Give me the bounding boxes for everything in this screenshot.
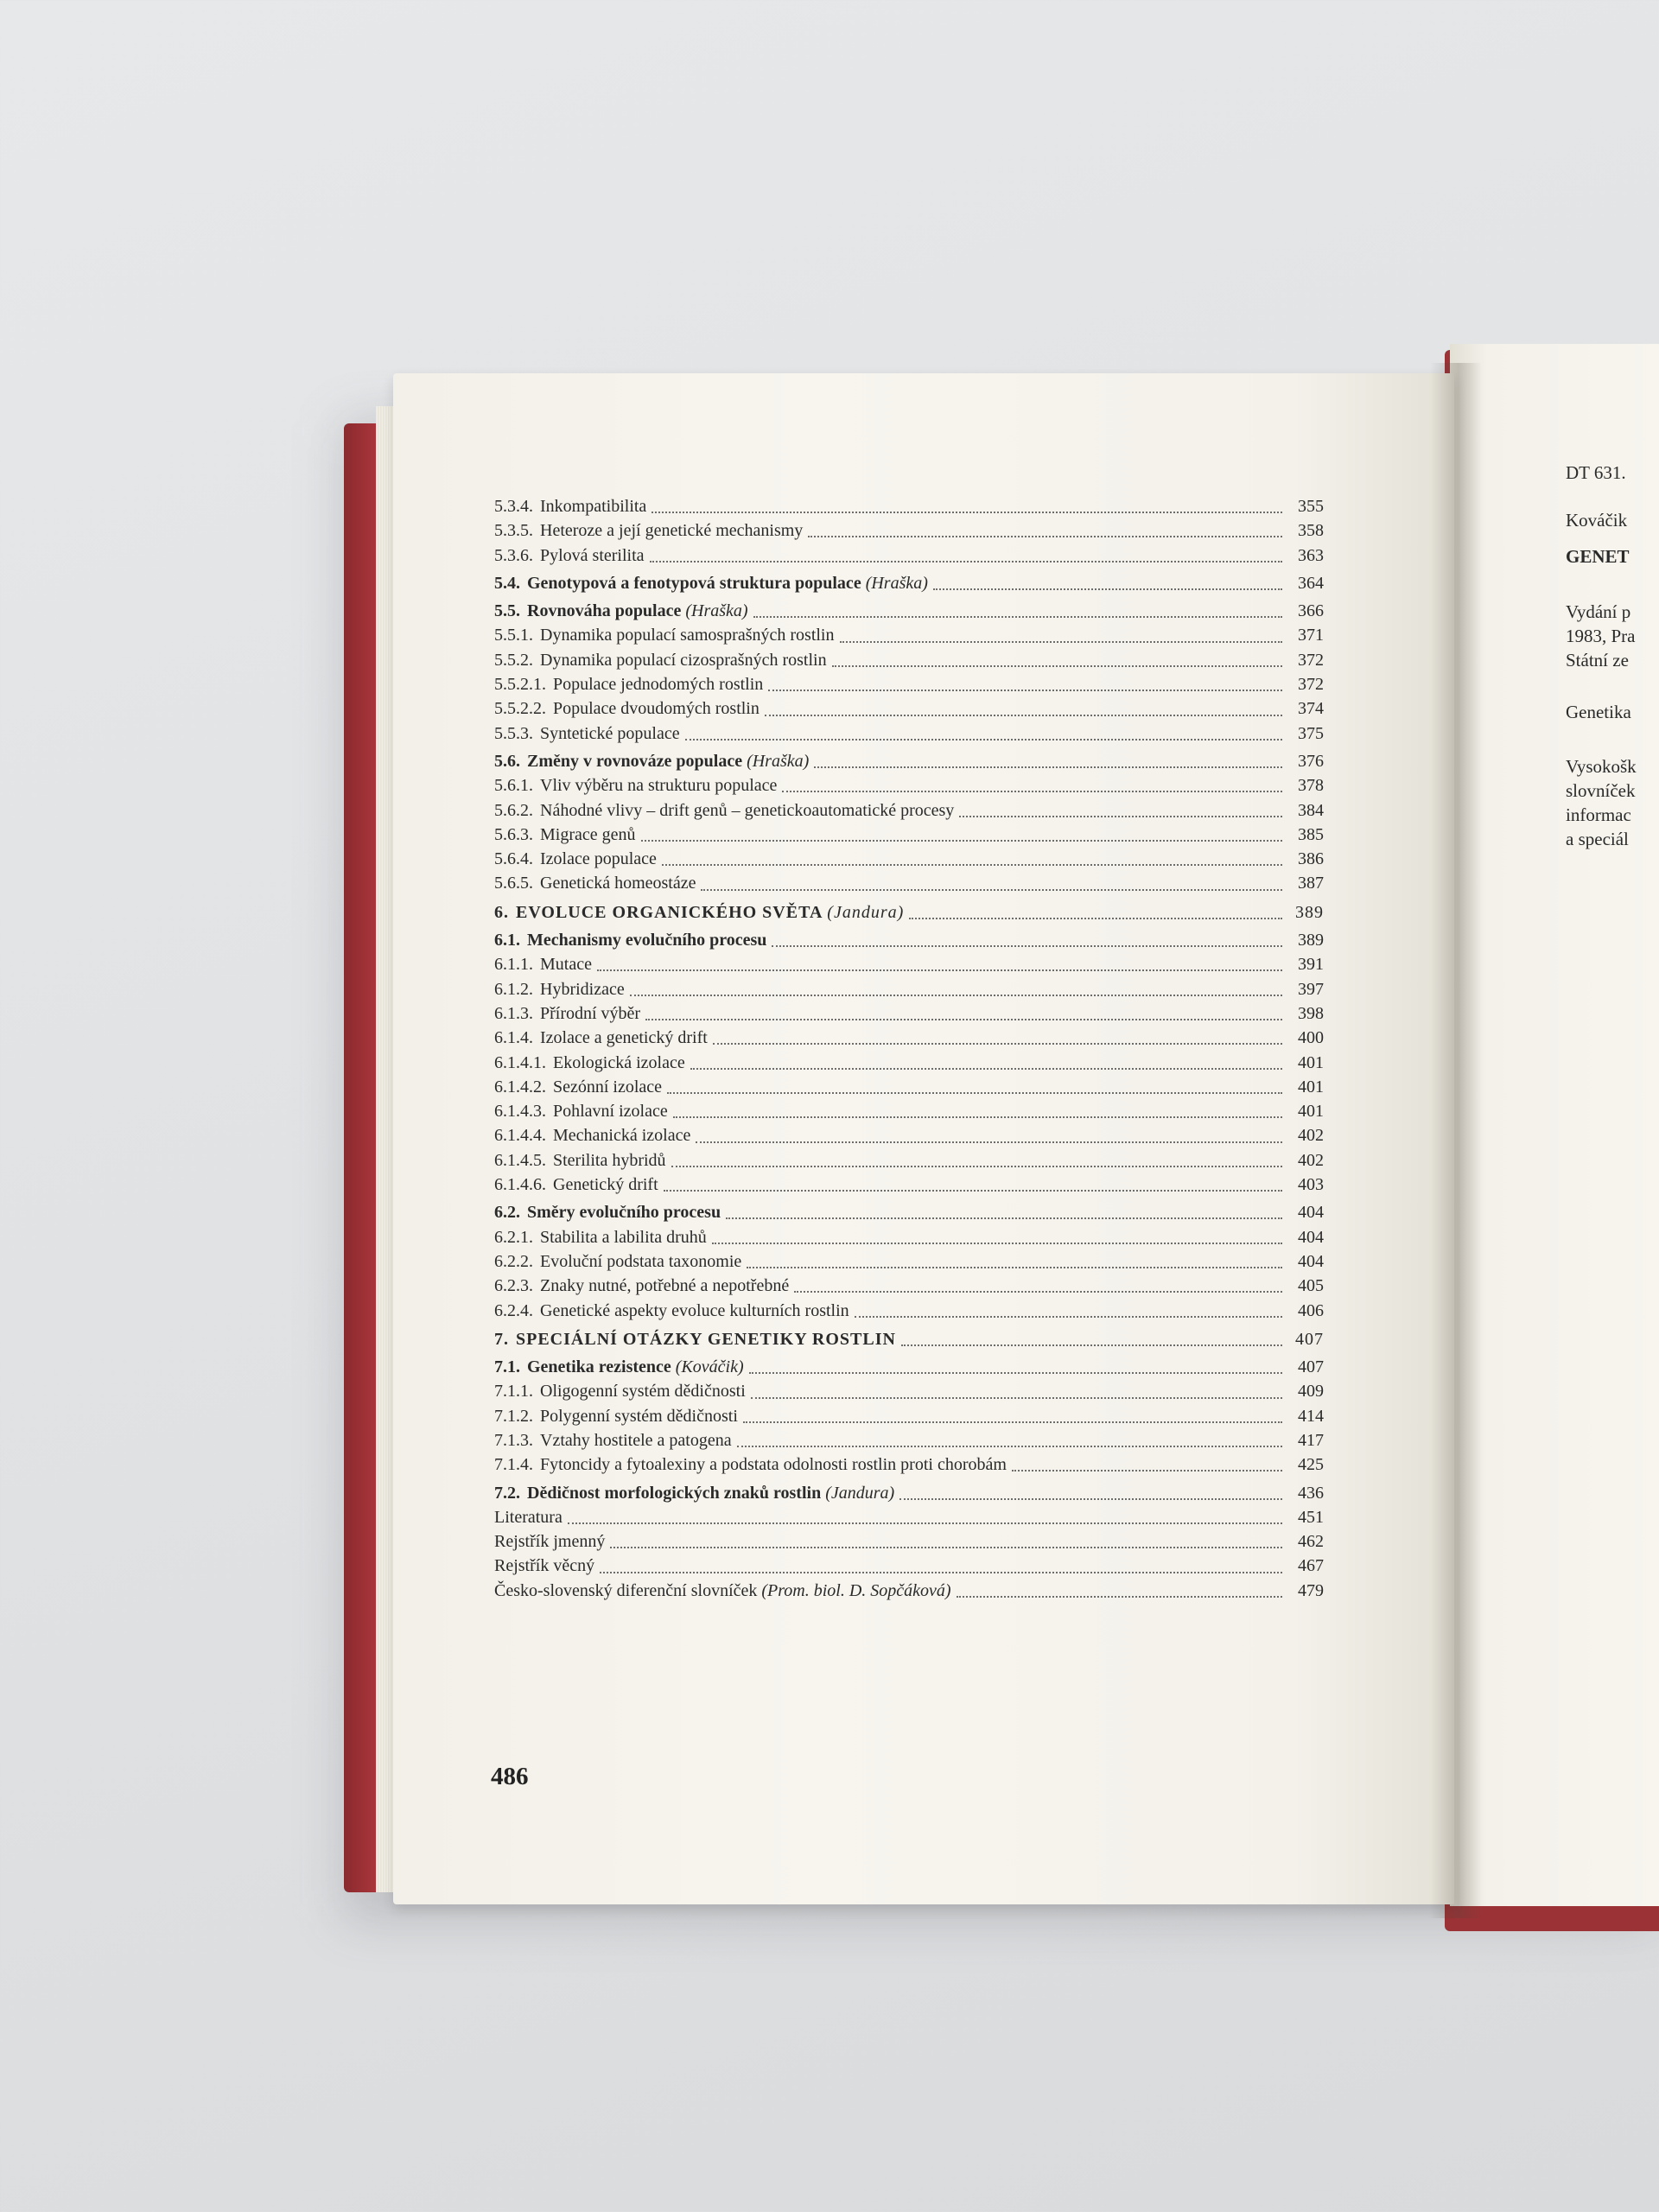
toc-entry-page: 436	[1298, 1483, 1324, 1503]
toc-entry-number: 7.	[494, 1329, 509, 1349]
toc-entry	[494, 1225, 1324, 1249]
toc-entry-page: 462	[1298, 1532, 1324, 1552]
toc-entry-page: 385	[1298, 824, 1324, 844]
toc-entry-title	[540, 1428, 732, 1452]
dot-leader	[713, 1031, 1282, 1045]
toc-entry-page: 401	[1298, 1052, 1324, 1072]
toc-entry	[494, 543, 1324, 568]
toc-entry-page: 425	[1298, 1455, 1324, 1475]
toc-entry-title-text: Dynamika populací samosprašných rostlin	[540, 626, 835, 645]
toc-entry-number: 6.1.4.1.	[494, 1052, 546, 1072]
toc-entry-title	[553, 1099, 668, 1123]
book-gutter	[1430, 363, 1482, 1918]
toc-entry	[494, 847, 1324, 871]
right-page-line: Vydání p	[1566, 601, 1631, 622]
dot-leader	[600, 1560, 1282, 1573]
page-number: 486	[491, 1763, 529, 1790]
toc-entry-title	[527, 749, 809, 773]
dot-leader	[747, 1255, 1282, 1268]
toc-entry-number: 6.1.1.	[494, 955, 533, 975]
toc-entry	[494, 1026, 1324, 1050]
toc-entry-author: (Hraška)	[865, 573, 928, 593]
toc-entry	[494, 798, 1324, 823]
toc-entry-author: (Jandura)	[827, 902, 905, 922]
dot-leader	[753, 604, 1282, 618]
toc-entry-title-text: Náhodné vlivy – drift genů – genetickoautomatické procesy	[540, 800, 955, 820]
dot-leader	[743, 1409, 1282, 1423]
toc-entry-title	[553, 1123, 690, 1147]
toc-entry	[494, 773, 1324, 798]
toc-entry-page: 404	[1298, 1251, 1324, 1271]
toc-entry-title	[540, 871, 696, 895]
right-page-line: informac	[1566, 804, 1631, 825]
toc-entry-title-text: Změny v rovnováze populace	[527, 751, 743, 771]
toc-entry-title-text: Literatura	[494, 1507, 563, 1527]
toc-entry-title-text: EVOLUCE ORGANICKÉHO SVĚTA	[516, 902, 823, 922]
toc-entry-page: 406	[1298, 1300, 1324, 1320]
table-of-contents	[494, 494, 1324, 1603]
toc-entry-title-text: Mechanická izolace	[553, 1126, 691, 1146]
toc-entry-title	[540, 1026, 708, 1050]
toc-entry-title	[553, 1075, 662, 1099]
toc-entry	[494, 1428, 1324, 1452]
toc-entry-number: 6.1.4.2.	[494, 1077, 546, 1096]
toc-entry-title-text: Inkompatibilita	[540, 497, 647, 516]
toc-entry-title	[540, 543, 645, 568]
toc-entry	[494, 1299, 1324, 1323]
toc-entry	[494, 672, 1324, 696]
toc-entry-number: 6.2.3.	[494, 1276, 533, 1296]
toc-entry-number: 7.1.2.	[494, 1406, 533, 1426]
toc-entry	[494, 1355, 1324, 1379]
toc-entry-page: 400	[1298, 1028, 1324, 1048]
toc-entry-title	[540, 977, 625, 1001]
toc-entry-page: 401	[1298, 1102, 1324, 1122]
toc-entry-number: 5.3.6.	[494, 545, 533, 565]
toc-entry	[494, 871, 1324, 895]
toc-entry-title-text: Směry evolučního procesu	[527, 1203, 721, 1223]
toc-entry-page: 407	[1295, 1329, 1324, 1349]
toc-entry-title	[527, 928, 766, 952]
dot-leader	[751, 1385, 1282, 1399]
dot-leader	[782, 779, 1282, 792]
toc-entry	[494, 1099, 1324, 1123]
toc-entry-title	[540, 1274, 789, 1298]
dot-leader	[610, 1535, 1282, 1548]
toc-entry-number: 5.5.2.1.	[494, 675, 546, 695]
toc-entry	[494, 623, 1324, 647]
toc-entry-title-text: Populace jednodomých rostlin	[553, 675, 764, 695]
toc-entry-title	[540, 721, 680, 746]
dot-leader	[667, 1080, 1282, 1094]
toc-entry-title-text: Syntetické populace	[540, 723, 680, 743]
dot-leader	[772, 933, 1282, 947]
toc-entry-title	[527, 1355, 744, 1379]
toc-entry	[494, 977, 1324, 1001]
toc-entry-number: 6.1.4.	[494, 1028, 533, 1048]
toc-entry-title-text: Fytoncidy a fytoalexiny a podstata odolnosti rostlin proti chorobám	[540, 1455, 1007, 1475]
toc-entry-number: 5.3.4.	[494, 497, 533, 516]
right-page-line: a speciál	[1566, 829, 1629, 849]
toc-entry-title	[540, 1404, 738, 1428]
dot-leader	[630, 982, 1282, 996]
toc-entry-number: 6.1.4.4.	[494, 1126, 546, 1146]
right-page-line: Genetika	[1566, 702, 1631, 722]
toc-entry-number: 7.1.3.	[494, 1430, 533, 1450]
dot-leader	[662, 852, 1282, 866]
toc-entry-page: 405	[1298, 1276, 1324, 1296]
toc-entry-title	[540, 1379, 746, 1403]
toc-entry-title-text: Evoluční podstata taxonomie	[540, 1251, 742, 1271]
dot-leader	[808, 524, 1282, 537]
toc-entry	[494, 599, 1324, 623]
toc-entry-title	[494, 1554, 594, 1578]
dot-leader	[909, 906, 1282, 919]
right-page-line: DT 631.	[1566, 462, 1626, 483]
toc-entry-page: 384	[1298, 800, 1324, 820]
toc-entry-title	[540, 798, 954, 823]
toc-entry-number: 5.6.4.	[494, 849, 533, 869]
toc-entry-page: 376	[1298, 751, 1324, 771]
toc-entry-title-text: Populace dvoudomých rostlin	[553, 699, 760, 719]
toc-entry	[494, 1327, 1324, 1351]
toc-entry-title-text: Genetická homeostáze	[540, 874, 696, 893]
dot-leader	[899, 1486, 1282, 1500]
toc-entry-page: 389	[1295, 902, 1324, 922]
toc-entry	[494, 1554, 1324, 1578]
toc-entry-number: 6.1.4.6.	[494, 1175, 546, 1195]
toc-entry-title-text: Dědičnost morfologických znaků rostlin	[527, 1483, 822, 1503]
toc-entry-page: 403	[1298, 1175, 1324, 1195]
toc-entry-author: (Prom. biol. D. Sopčáková)	[761, 1580, 951, 1600]
toc-entry	[494, 749, 1324, 773]
toc-entry-number: 7.2.	[494, 1483, 520, 1503]
toc-entry-title-text: Vztahy hostitele a patogena	[540, 1430, 732, 1450]
toc-entry-title	[540, 773, 777, 798]
toc-entry-number: 5.5.3.	[494, 723, 533, 743]
toc-entry-page: 451	[1298, 1507, 1324, 1527]
dot-leader	[597, 957, 1282, 971]
toc-entry-number: 6.1.4.5.	[494, 1150, 546, 1170]
toc-entry-author: (Hraška)	[685, 601, 748, 621]
toc-entry-title	[540, 1249, 741, 1274]
toc-entry-page: 402	[1298, 1150, 1324, 1170]
toc-entry-number: 5.6.1.	[494, 776, 533, 796]
toc-entry-number: 5.6.2.	[494, 800, 533, 820]
toc-entry-number: 5.6.	[494, 751, 520, 771]
toc-entry-number: 7.1.	[494, 1357, 520, 1377]
dot-leader	[901, 1332, 1282, 1346]
toc-entry-title-text: Genetické aspekty evoluce kulturních rostlin	[540, 1300, 849, 1320]
dot-leader	[664, 1178, 1282, 1192]
dot-leader	[832, 653, 1282, 667]
toc-entry-title	[540, 623, 835, 647]
toc-entry-page: 358	[1298, 521, 1324, 541]
right-page-line: 1983, Pra	[1566, 626, 1636, 646]
toc-entry-page: 378	[1298, 776, 1324, 796]
toc-entry-title-text: Migrace genů	[540, 824, 636, 844]
toc-entry-page: 372	[1298, 650, 1324, 670]
toc-entry-number: 5.5.	[494, 601, 520, 621]
toc-entry-page: 401	[1298, 1077, 1324, 1096]
toc-entry-title-text: Sterilita hybridů	[553, 1150, 666, 1170]
toc-entry-title	[540, 494, 646, 518]
toc-entry-title	[527, 571, 928, 595]
toc-entry-title	[540, 648, 827, 672]
toc-entry-title	[553, 696, 760, 721]
toc-entry	[494, 696, 1324, 721]
toc-entry	[494, 1379, 1324, 1403]
toc-entry-author: (Jandura)	[825, 1483, 895, 1503]
toc-entry-page: 479	[1298, 1580, 1324, 1600]
dot-leader	[701, 877, 1282, 891]
toc-entry	[494, 900, 1324, 925]
toc-entry-page: 372	[1298, 675, 1324, 695]
dot-leader	[840, 629, 1283, 643]
toc-entry-title-text: Přírodní výběr	[540, 1003, 641, 1023]
toc-entry-title-text: Genotypová a fenotypová struktura populace	[527, 573, 861, 593]
toc-entry-title	[527, 1200, 721, 1224]
toc-entry-title-text: Rejstřík věcný	[494, 1556, 595, 1576]
toc-entry	[494, 518, 1324, 543]
dot-leader	[794, 1279, 1282, 1293]
toc-entry-title-text: Rovnováha populace	[527, 601, 682, 621]
toc-entry-title-text: Znaky nutné, potřebné a nepotřebné	[540, 1276, 790, 1296]
toc-entry-title-text: Genetický drift	[553, 1175, 658, 1195]
toc-entry	[494, 1274, 1324, 1298]
toc-entry-title	[553, 672, 763, 696]
toc-entry-number: 5.3.5.	[494, 521, 533, 541]
toc-entry-author: (Hraška)	[747, 751, 810, 771]
toc-entry-title-text: Izolace a genetický drift	[540, 1028, 708, 1048]
toc-entry-title-text: Česko-slovenský diferenční slovníček	[494, 1580, 758, 1600]
toc-entry-title	[540, 1001, 640, 1026]
toc-entry-title-text: Rejstřík jmenný	[494, 1532, 606, 1552]
toc-entry	[494, 571, 1324, 595]
toc-entry	[494, 1505, 1324, 1529]
toc-entry-title	[494, 1579, 951, 1603]
toc-entry-title	[516, 900, 904, 925]
toc-entry-page: 374	[1298, 699, 1324, 719]
toc-entry-page: 402	[1298, 1126, 1324, 1146]
toc-entry	[494, 928, 1324, 952]
toc-entry-title-text: Dynamika populací cizosprašných rostlin	[540, 650, 827, 670]
toc-entry-page: 387	[1298, 874, 1324, 893]
toc-entry-page: 467	[1298, 1556, 1324, 1576]
toc-entry	[494, 721, 1324, 746]
toc-entry	[494, 1404, 1324, 1428]
toc-entry-number: 5.6.3.	[494, 824, 533, 844]
toc-entry-page: 375	[1298, 723, 1324, 743]
toc-entry-number: 5.6.5.	[494, 874, 533, 893]
dot-leader	[712, 1230, 1282, 1244]
toc-entry-title	[540, 518, 803, 543]
dot-leader	[855, 1304, 1282, 1318]
toc-entry	[494, 1051, 1324, 1075]
toc-entry-number: 6.	[494, 902, 509, 922]
toc-entry	[494, 1001, 1324, 1026]
toc-entry	[494, 1579, 1324, 1603]
toc-entry-number: 6.2.	[494, 1203, 520, 1223]
dot-leader	[696, 1129, 1282, 1143]
dot-leader	[641, 828, 1282, 842]
right-page-line: GENET	[1566, 546, 1630, 567]
toc-entry-title-text: Mechanismy evolučního procesu	[527, 931, 767, 950]
toc-entry	[494, 648, 1324, 672]
dot-leader	[768, 677, 1282, 691]
toc-entry-title-text: Izolace populace	[540, 849, 657, 869]
toc-entry-page: 409	[1298, 1382, 1324, 1402]
toc-entry-number: 6.1.2.	[494, 979, 533, 999]
dot-leader	[652, 499, 1282, 513]
dot-leader	[673, 1104, 1282, 1118]
toc-entry-page: 364	[1298, 573, 1324, 593]
dot-leader	[737, 1433, 1282, 1447]
toc-entry	[494, 1249, 1324, 1274]
toc-entry-title-text: Pohlavní izolace	[553, 1102, 668, 1122]
toc-entry	[494, 823, 1324, 847]
toc-entry-page: 389	[1298, 931, 1324, 950]
toc-entry	[494, 1452, 1324, 1477]
toc-entry-title-text: SPECIÁLNÍ OTÁZKY GENETIKY ROSTLIN	[516, 1329, 896, 1349]
toc-entry-page: 391	[1298, 955, 1324, 975]
toc-entry	[494, 1075, 1324, 1099]
toc-entry-page: 386	[1298, 849, 1324, 869]
toc-entry-title-text: Ekologická izolace	[553, 1052, 685, 1072]
dot-leader	[959, 804, 1282, 817]
toc-entry-title	[553, 1173, 658, 1197]
toc-entry-title-text: Sezónní izolace	[553, 1077, 663, 1096]
toc-entry-title-text: Mutace	[540, 955, 592, 975]
toc-entry	[494, 1148, 1324, 1173]
toc-entry-title-text: Stabilita a labilita druhů	[540, 1227, 707, 1247]
toc-entry-number: 6.1.4.3.	[494, 1102, 546, 1122]
toc-entry-title	[494, 1529, 605, 1554]
toc-entry-title	[540, 823, 636, 847]
toc-entry-title-text: Oligogenní systém dědičnosti	[540, 1382, 746, 1402]
toc-entry-page: 397	[1298, 979, 1324, 999]
toc-entry-title-text: Genetika rezistence	[527, 1357, 671, 1377]
dot-leader	[726, 1205, 1282, 1219]
right-page-line: Kováčik	[1566, 510, 1628, 531]
toc-entry-title	[540, 952, 592, 976]
dot-leader	[650, 549, 1282, 563]
dot-leader	[671, 1154, 1282, 1167]
toc-entry-title	[516, 1327, 896, 1351]
toc-entry-number: 7.1.4.	[494, 1455, 533, 1475]
toc-entry	[494, 1481, 1324, 1505]
right-page-line: Vysokošk	[1566, 756, 1637, 777]
toc-entry-number: 6.1.	[494, 931, 520, 950]
toc-entry	[494, 494, 1324, 518]
toc-entry-title	[553, 1051, 685, 1075]
toc-entry-page: 366	[1298, 601, 1324, 621]
toc-entry-title	[540, 1225, 707, 1249]
toc-entry	[494, 1529, 1324, 1554]
dot-leader	[957, 1584, 1282, 1598]
toc-entry-number: 5.5.1.	[494, 626, 533, 645]
toc-entry-title-text: Pylová sterilita	[540, 545, 645, 565]
right-page-line: Státní ze	[1566, 650, 1629, 671]
toc-entry-page: 398	[1298, 1003, 1324, 1023]
dot-leader	[690, 1056, 1282, 1070]
toc-entry	[494, 952, 1324, 976]
toc-entry-page: 414	[1298, 1406, 1324, 1426]
toc-entry-title	[494, 1505, 563, 1529]
toc-entry-number: 6.2.1.	[494, 1227, 533, 1247]
toc-entry-title-text: Hybridizace	[540, 979, 625, 999]
dot-leader	[1012, 1458, 1282, 1471]
toc-entry-number: 6.2.2.	[494, 1251, 533, 1271]
toc-entry-title	[527, 1481, 894, 1505]
toc-entry-page: 417	[1298, 1430, 1324, 1450]
toc-entry-title	[553, 1148, 666, 1173]
toc-entry-page: 355	[1298, 497, 1324, 516]
toc-entry-title	[540, 1452, 1007, 1477]
toc-entry-title	[540, 847, 657, 871]
toc-entry	[494, 1173, 1324, 1197]
dot-leader	[645, 1007, 1282, 1020]
toc-entry-number: 5.4.	[494, 573, 520, 593]
right-page-line: slovníček	[1566, 780, 1636, 801]
toc-entry-number: 5.5.2.2.	[494, 699, 546, 719]
toc-entry-page: 363	[1298, 545, 1324, 565]
toc-entry	[494, 1123, 1324, 1147]
toc-entry-title	[527, 599, 748, 623]
dot-leader	[765, 702, 1282, 716]
toc-entry-author: (Kováčik)	[675, 1357, 744, 1377]
toc-entry-title	[540, 1299, 849, 1323]
toc-entry	[494, 1200, 1324, 1224]
toc-entry-page: 407	[1298, 1357, 1324, 1377]
dot-leader	[814, 754, 1282, 768]
toc-entry-page: 404	[1298, 1203, 1324, 1223]
dot-leader	[685, 727, 1282, 741]
toc-entry-number: 7.1.1.	[494, 1382, 533, 1402]
toc-entry-number: 6.2.4.	[494, 1300, 533, 1320]
toc-entry-page: 371	[1298, 626, 1324, 645]
toc-entry-number: 6.1.3.	[494, 1003, 533, 1023]
toc-entry-title-text: Polygenní systém dědičnosti	[540, 1406, 738, 1426]
dot-leader	[933, 576, 1282, 590]
dot-leader	[749, 1360, 1282, 1374]
toc-entry-page: 404	[1298, 1227, 1324, 1247]
toc-entry-title-text: Heteroze a její genetické mechanismy	[540, 521, 804, 541]
dot-leader	[568, 1510, 1282, 1524]
toc-entry-number: 5.5.2.	[494, 650, 533, 670]
toc-entry-title-text: Vliv výběru na strukturu populace	[540, 776, 778, 796]
